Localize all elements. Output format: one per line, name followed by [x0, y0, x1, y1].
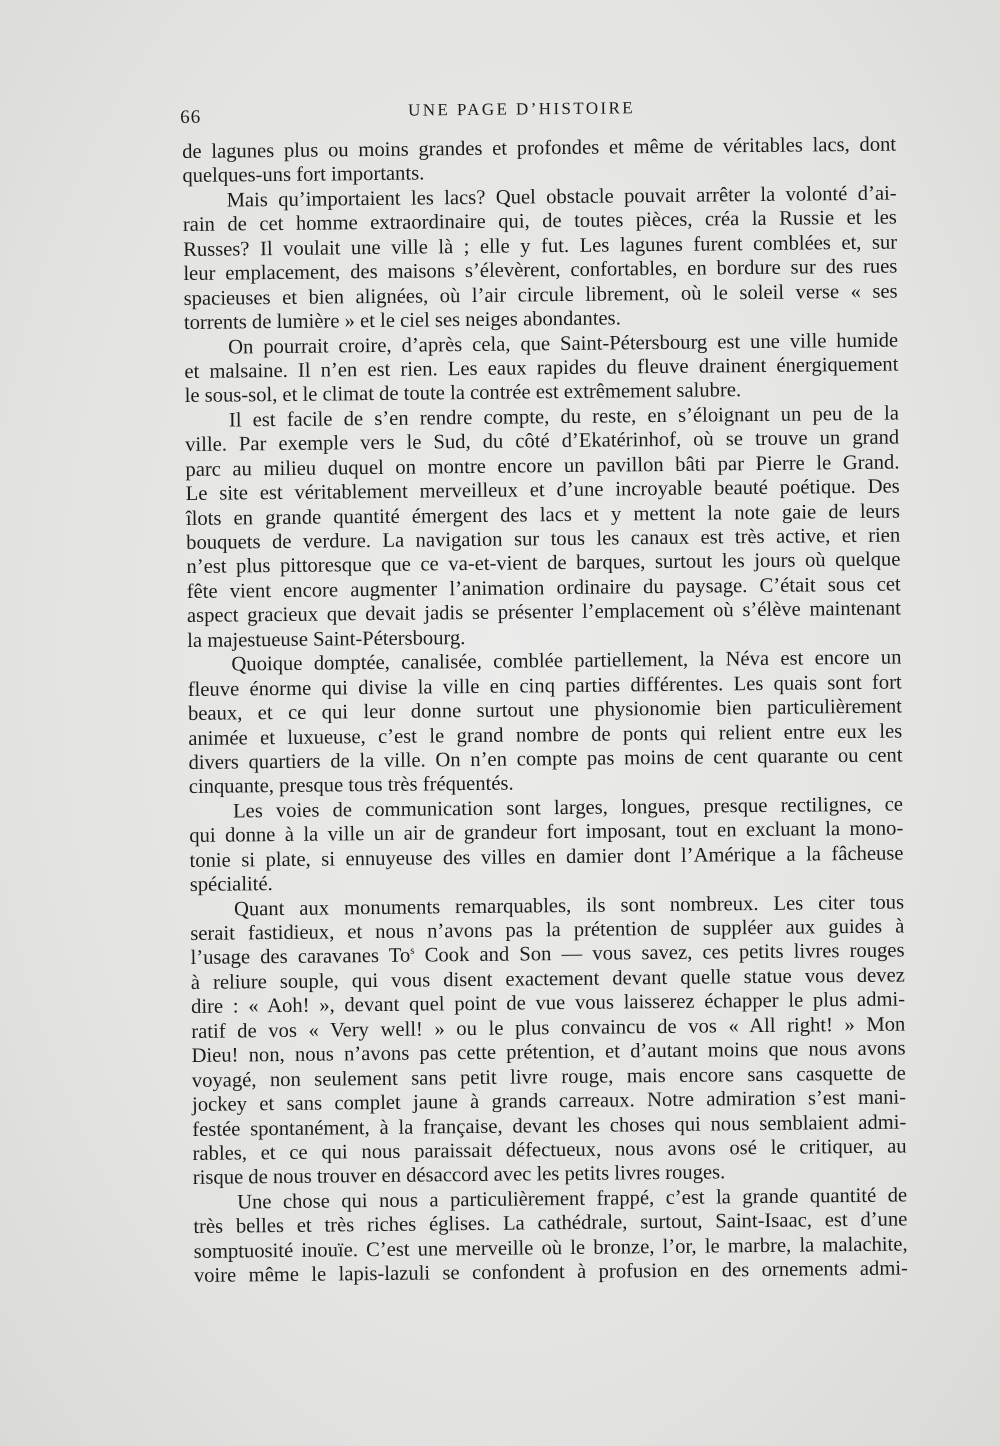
- text-line: et malsaine. Il n’en est rien. Les eaux rapides du fleuve drainent énergiquement: [184, 353, 899, 383]
- text-line: fête vient encore augmenter l’animation ordinaire du paysage. C’était sous cet: [186, 573, 901, 603]
- text-line: leur emplacement, des maisons s’élevèrent, confortables, en bordure sur des rues: [183, 255, 898, 286]
- text-line: voyagé, non seulement sans petit livre rouge, mais encore sans casquette de: [191, 1062, 906, 1092]
- text-line: Mais qu’importaient les lacs? Quel obstacle pouvait arrêter la volonté d’ai-: [226, 182, 897, 212]
- text-line: n’est plus pittoresque que ce va-et-vient de barques, surtout les jours où quelque: [186, 548, 901, 579]
- text-line: beaux, et ce qui leur donne surtout une physionomie bien particulièrement: [187, 695, 903, 726]
- text-line: quelques-uns fort importants.: [182, 162, 425, 188]
- text-line: de lagunes plus ou moins grandes et profondes et même de véritables lacs, dont: [182, 133, 897, 163]
- superscript: s: [410, 945, 415, 958]
- text-line: aspect gracieux que devait jadis se présenter l’emplacement où s’élève maintenant: [186, 597, 902, 628]
- text-line: Une chose qui nous a particulièrement frappé, c’est la grande quantité de: [237, 1184, 908, 1214]
- text-line: très belles et très riches églises. La cathédrale, surtout, Saint-Isaac, est d’une: [193, 1208, 908, 1239]
- text-line: somptuosité inouïe. C’est une merveille où le bronze, l’or, le marbre, la malachite,: [193, 1233, 908, 1263]
- text-line: animée et luxueuse, c’est le grand nombre de ponts qui relient entre eux les: [188, 719, 903, 750]
- text-line: rain de cet homme extraordinaire qui, de toutes pièces, créa la Russie et les: [182, 206, 897, 237]
- text-line: parc au milieu duquel on montre encore un pavillon bâti par Pierre le Grand.: [185, 451, 900, 481]
- text-line: spécialité.: [189, 873, 273, 897]
- text-line: On pourrait croire, d’après cela, que Saint-Pétersbourg est une ville humide: [228, 329, 899, 359]
- text-line: bouquets de verdure. La navigation sur tous les canaux est très active, et rien: [186, 524, 901, 554]
- text-line: Russes? Il voulait une ville là ; elle y fut. Les lagunes furent comblées et, sur: [183, 231, 898, 261]
- page-number: 66: [180, 106, 202, 128]
- text-line: Quoique domptée, canalisée, comblée partiellement, la Néva est encore un: [231, 646, 902, 676]
- text-line: risque de nous trouver en désaccord avec les petits livres rouges.: [192, 1161, 726, 1190]
- text-line: tonie si plate, si ennuyeuse des villes en damier dont l’Amérique a la fâcheuse: [189, 842, 904, 872]
- text-line: rables, et ce qui nous paraissait défectueux, nous avons osé le critiquer, au: [192, 1135, 907, 1165]
- text-line: Quant aux monuments remarquables, ils sont nombreux. Les citer tous: [233, 891, 905, 921]
- text-line-segment: Cook and Son — vous savez, ces petits livres rouges: [414, 939, 905, 968]
- text-line: ville. Par exemple vers le Sud, du côté d’Ekatérinhof, où se trouve un grand: [185, 426, 900, 457]
- text-line-segment: l’usage des caravanes To: [190, 945, 411, 970]
- text-line: divers quartiers de la ville. On n’en compte pas moins de cent quarante ou cent: [188, 744, 903, 774]
- text-line: jockey et sans complet jaune à grands carreaux. Notre admiration s’est mani-: [191, 1086, 907, 1117]
- text-line: qui donne à la ville un air de grandeur fort imposant, tout en excluant la mono-: [189, 817, 904, 848]
- page-header: [180, 93, 900, 131]
- text-line: à reliure souple, qui vous disent exactement devant quelle statue vous devez: [190, 964, 905, 994]
- text-line: ratif de vos « Very well! » ou le plus convaincu de vos « All right! » Mon: [191, 1013, 906, 1043]
- text-line: Le site est véritablement merveilleux et d’une incroyable beauté poétique. Des: [185, 475, 900, 506]
- text-line: la majestueuse Saint-Pétersbourg.: [187, 626, 466, 652]
- text-line: festée spontanément, à la française, devant les choses qui nous semblaient admi-: [192, 1110, 907, 1141]
- text-line: serait fastidieux, et nous n’avons pas la prétention de suppléer aux guides à: [190, 915, 905, 945]
- text-line: Les voies de communication sont larges, longues, presque rectilignes, ce: [232, 793, 904, 823]
- body-text: [182, 133, 908, 1289]
- text-line: spacieuses et bien alignées, où l’air circule librement, où le soleil verse « ses: [183, 280, 898, 310]
- text-line: dire : « Aoh! », devant quel point de vue vous laisserez échapper le plus admi-: [190, 988, 906, 1019]
- text-line: cinquante, presque tous très fréquentés.: [188, 772, 514, 799]
- text-line: voire même le lapis-lazuli se confondent à profusion en des ornements admi-: [193, 1257, 908, 1288]
- running-title: UNE PAGE D’HISTOIRE: [408, 98, 636, 120]
- text-line: le sous-sol, et le climat de toute la contrée est extrêmement salubre.: [184, 379, 742, 408]
- text-line: fleuve énorme qui divise la ville en cinq parties différentes. Les quais sont fort: [187, 671, 902, 701]
- text-line: Il est facile de s’en rendre compte, du reste, en s’éloignant un peu de la: [228, 402, 900, 432]
- text-line: torrents de lumière » et le ciel ses neiges abondantes.: [183, 307, 621, 335]
- text-line: îlots en grande quantité émergent des lacs et y mettent la note gaie de leurs: [185, 500, 901, 530]
- text-line: Dieu! non, nous n’avons pas cette prétention, et d’autant moins que nous avons: [191, 1037, 906, 1068]
